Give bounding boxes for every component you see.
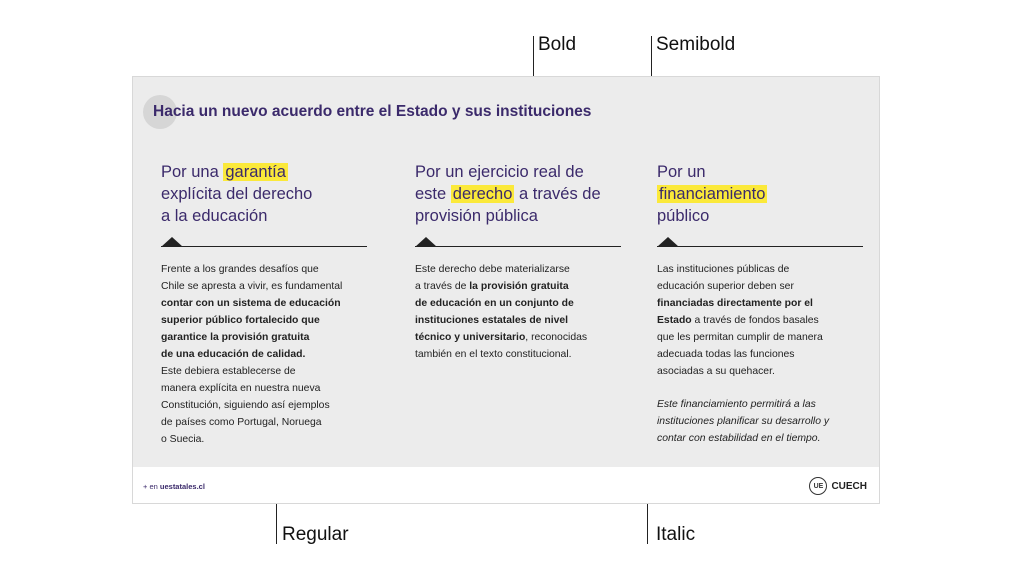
body-line: Este debiera establecerse de: [161, 366, 296, 377]
card-title: Hacia un nuevo acuerdo entre el Estado y sus instituciones: [153, 103, 592, 120]
body-line: Estado a través de fondos basales: [657, 315, 819, 326]
title-text: Por un: [657, 163, 706, 181]
body-line: educación superior deben ser: [657, 281, 794, 292]
body-line: contar con un sistema de educación: [161, 298, 341, 309]
title-text: a la educación: [161, 207, 268, 225]
column-title: [415, 161, 621, 231]
ue-logo-icon: UE: [809, 477, 827, 495]
body-line: Chile se apresta a vivir, es fundamental: [161, 281, 343, 292]
body-line: de países como Portugal, Noruega: [161, 417, 322, 428]
italic-note: [657, 396, 863, 447]
italic-line: Este financiamiento permitirá a las: [657, 399, 816, 410]
highlight-keyword: financiamiento: [659, 185, 766, 203]
column-title-line: [657, 183, 863, 205]
title-text: a través de: [514, 185, 601, 203]
title-text: Por un ejercicio real de: [415, 163, 584, 181]
body-line: también en el texto constitucional.: [415, 349, 572, 360]
column-divider: [161, 235, 367, 249]
highlight-keyword: garantía: [225, 163, 286, 181]
title-text: provisión pública: [415, 207, 538, 225]
body-line: que les permitan cumplir de manera: [657, 332, 823, 343]
column-title: [161, 161, 367, 231]
column-financiamiento: [657, 161, 863, 447]
body-line: técnico y universitario, reconocidas: [415, 332, 588, 343]
highlight-keyword: derecho: [452, 185, 513, 203]
body-line: Este derecho debe materializarse: [415, 264, 570, 275]
title-text: público: [657, 207, 710, 225]
body-line: Constitución, siguiendo así ejemplos: [161, 400, 330, 411]
body-line: manera explícita en nuestra nueva: [161, 383, 321, 394]
body-line: garantice la provisión gratuita: [161, 332, 310, 343]
column-title: [657, 161, 863, 231]
cuech-logo: [809, 477, 867, 495]
column-title-line: [657, 161, 863, 183]
column-garantia: [161, 161, 367, 448]
column-divider: [415, 235, 621, 249]
italic-line: contar con estabilidad en el tiempo.: [657, 433, 821, 444]
body-line: a través de la provisión gratuita: [415, 281, 569, 292]
body-line: asociadas a su quehacer.: [657, 366, 775, 377]
annotation-semibold: Semibold: [656, 34, 736, 55]
column-title-line: [415, 183, 621, 205]
footer-link-url[interactable]: uestatales.cl: [159, 482, 205, 491]
italic-line: instituciones planificar su desarrollo y: [657, 416, 830, 427]
annotation-italic: Italic: [656, 524, 696, 545]
column-title-line: [161, 161, 367, 183]
annotation-regular: Regular: [282, 524, 349, 545]
footer-link[interactable]: [143, 482, 205, 491]
title-text: explícita del derecho: [161, 185, 313, 203]
column-title-line: [161, 183, 367, 205]
column-body: [415, 261, 621, 363]
body-line: Frente a los grandes desafíos que: [161, 264, 319, 275]
column-divider: [657, 235, 863, 249]
body-line: de una educación de calidad.: [161, 349, 306, 360]
column-body: [161, 261, 367, 448]
title-text: Por una: [161, 163, 224, 181]
typography-card: [132, 76, 880, 504]
column-title-line: [657, 205, 863, 227]
footer-link-prefix: + en: [143, 482, 160, 491]
column-title-line: [415, 205, 621, 227]
column-body: [657, 261, 863, 447]
body-line: superior público fortalecido que: [161, 315, 320, 326]
column-title-line: [161, 205, 367, 227]
body-line: de educación en un conjunto de: [415, 298, 574, 309]
body-line: instituciones estatales de nivel: [415, 315, 569, 326]
column-title-line: [415, 161, 621, 183]
card-footer: [133, 467, 879, 503]
body-line: financiadas directamente por el: [657, 298, 813, 309]
body-line: adecuada todas las funciones: [657, 349, 795, 360]
title-text: este: [415, 185, 451, 203]
column-ejercicio: [415, 161, 621, 363]
logo-text: CUECH: [831, 480, 867, 492]
body-line: Las instituciones públicas de: [657, 264, 790, 275]
annotation-bold: Bold: [538, 34, 577, 55]
body-line: o Suecia.: [161, 434, 205, 445]
